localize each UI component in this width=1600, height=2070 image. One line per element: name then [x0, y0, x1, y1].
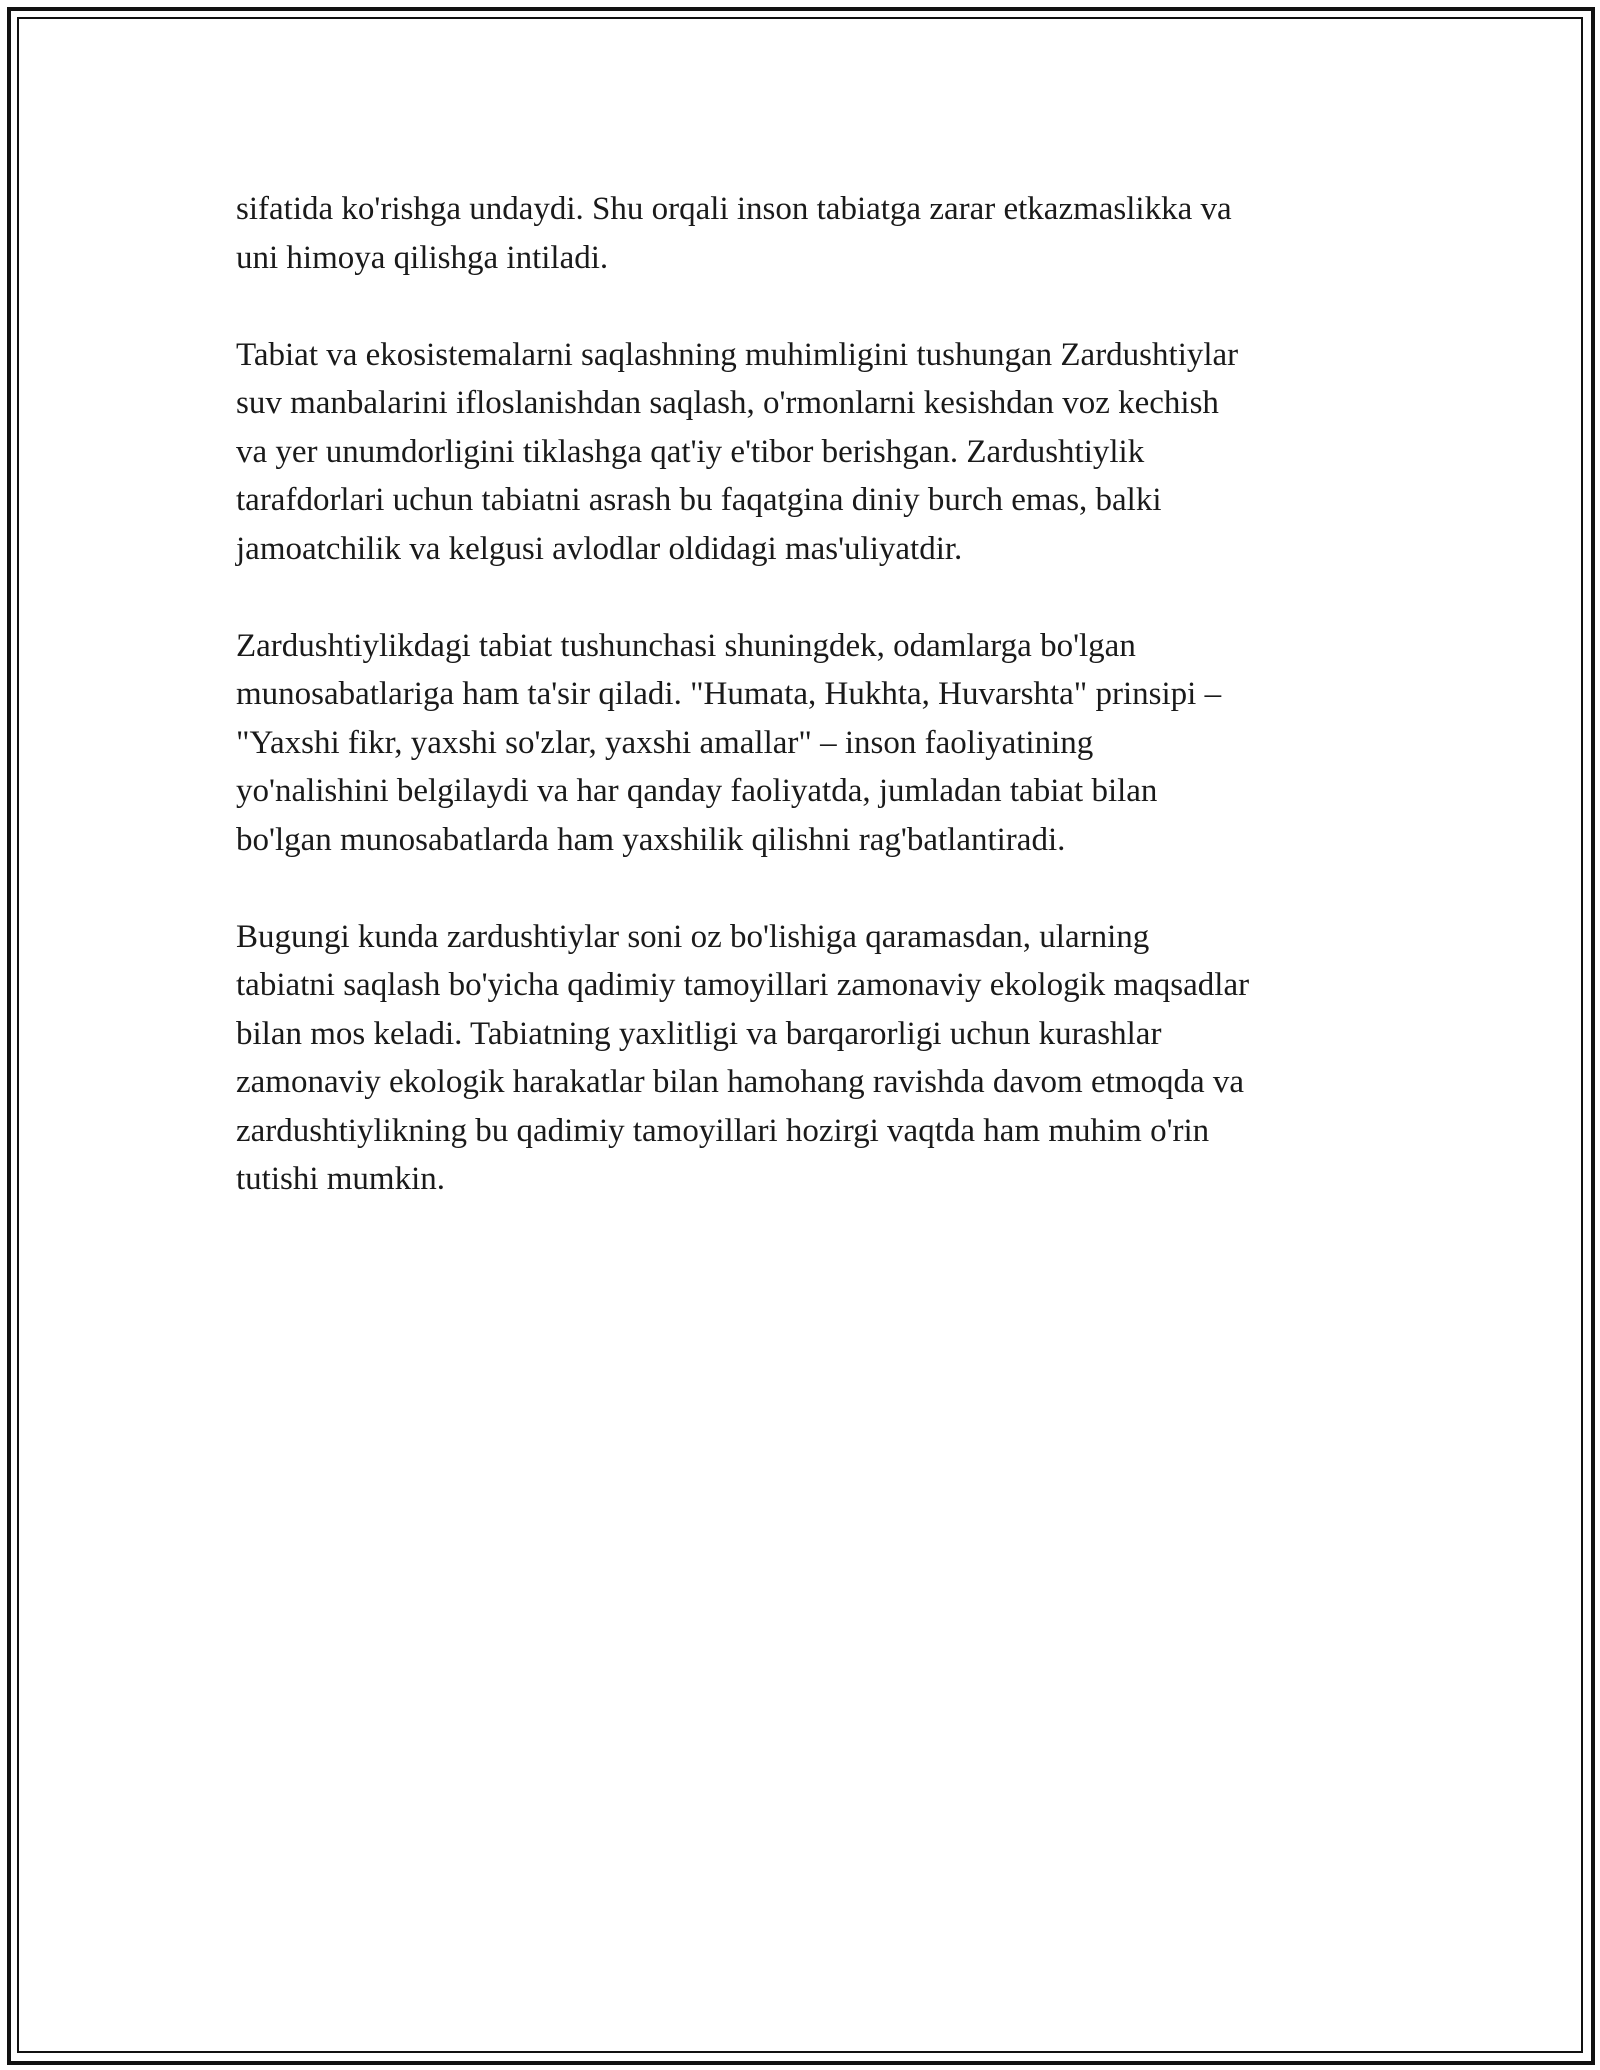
text-line: Zardushtiylikdagi tabiat tushunchasi shuningdek, odamlarga bo'lgan [236, 627, 1136, 664]
text-line: zamonaviy ekologik harakatlar bilan hamohang ravishda davom etmoqda va [236, 1064, 1244, 1100]
paragraph-1 [236, 185, 1361, 282]
paragraph-4 [236, 913, 1361, 1204]
text-line: jamoatchilik va kelgusi avlodlar oldidagi mas'uliyatdir. [236, 530, 963, 567]
text-line: va yer unumdorligini tiklashga qat'iy e'tibor berishgan. Zardushtiylik [236, 433, 1145, 470]
text-line: bilan mos keladi. Tabiatning yaxlitligi va barqarorligi uchun kurashlar [236, 1015, 1162, 1052]
text-line: yo'nalishini belgilaydi va har qanday faoliyatda, jumladan tabiat bilan [236, 773, 1158, 809]
text-line: tarafdorlari uchun tabiatni asrash bu faqatgina diniy burch emas, balki [236, 482, 1162, 518]
text-line: "Yaxshi fikr, yaxshi so'zlar, yaxshi amallar" – inson faoliyatining [236, 724, 1094, 761]
text-line: tutishi mumkin. [236, 1161, 446, 1197]
text-line: zardushtiylikning bu qadimiy tamoyillari hozirgi vaqtda ham muhim o'rin [236, 1112, 1210, 1149]
text-line: suv manbalarini ifloslanishdan saqlash, o'rmonlarni kesishdan voz kechish [236, 385, 1219, 421]
text-line: bo'lgan munosabatlarda ham yaxshilik qilishni rag'batlantiradi. [236, 821, 1066, 858]
document-body [236, 185, 1361, 1252]
text-line: tabiatni saqlash bo'yicha qadimiy tamoyillari zamonaviy ekologik maqsadlar [236, 967, 1250, 1003]
paragraph-3 [236, 622, 1361, 865]
text-line: munosabatlariga ham ta'sir qiladi. "Humata, Hukhta, Huvarshta" prinsipi – [236, 676, 1222, 712]
paragraph-2 [236, 331, 1361, 574]
text-line: Tabiat va ekosistemalarni saqlashning muhimligini tushungan Zardushtiylar [236, 336, 1239, 373]
text-line: uni himoya qilishga intiladi. [236, 239, 609, 276]
text-line: sifatida ko'rishga undaydi. Shu orqali inson tabiatga zarar etkazmaslikka va [236, 191, 1232, 227]
text-line: Bugungi kunda zardushtiylar soni oz bo'lishiga qaramasdan, ularning [236, 918, 1150, 955]
